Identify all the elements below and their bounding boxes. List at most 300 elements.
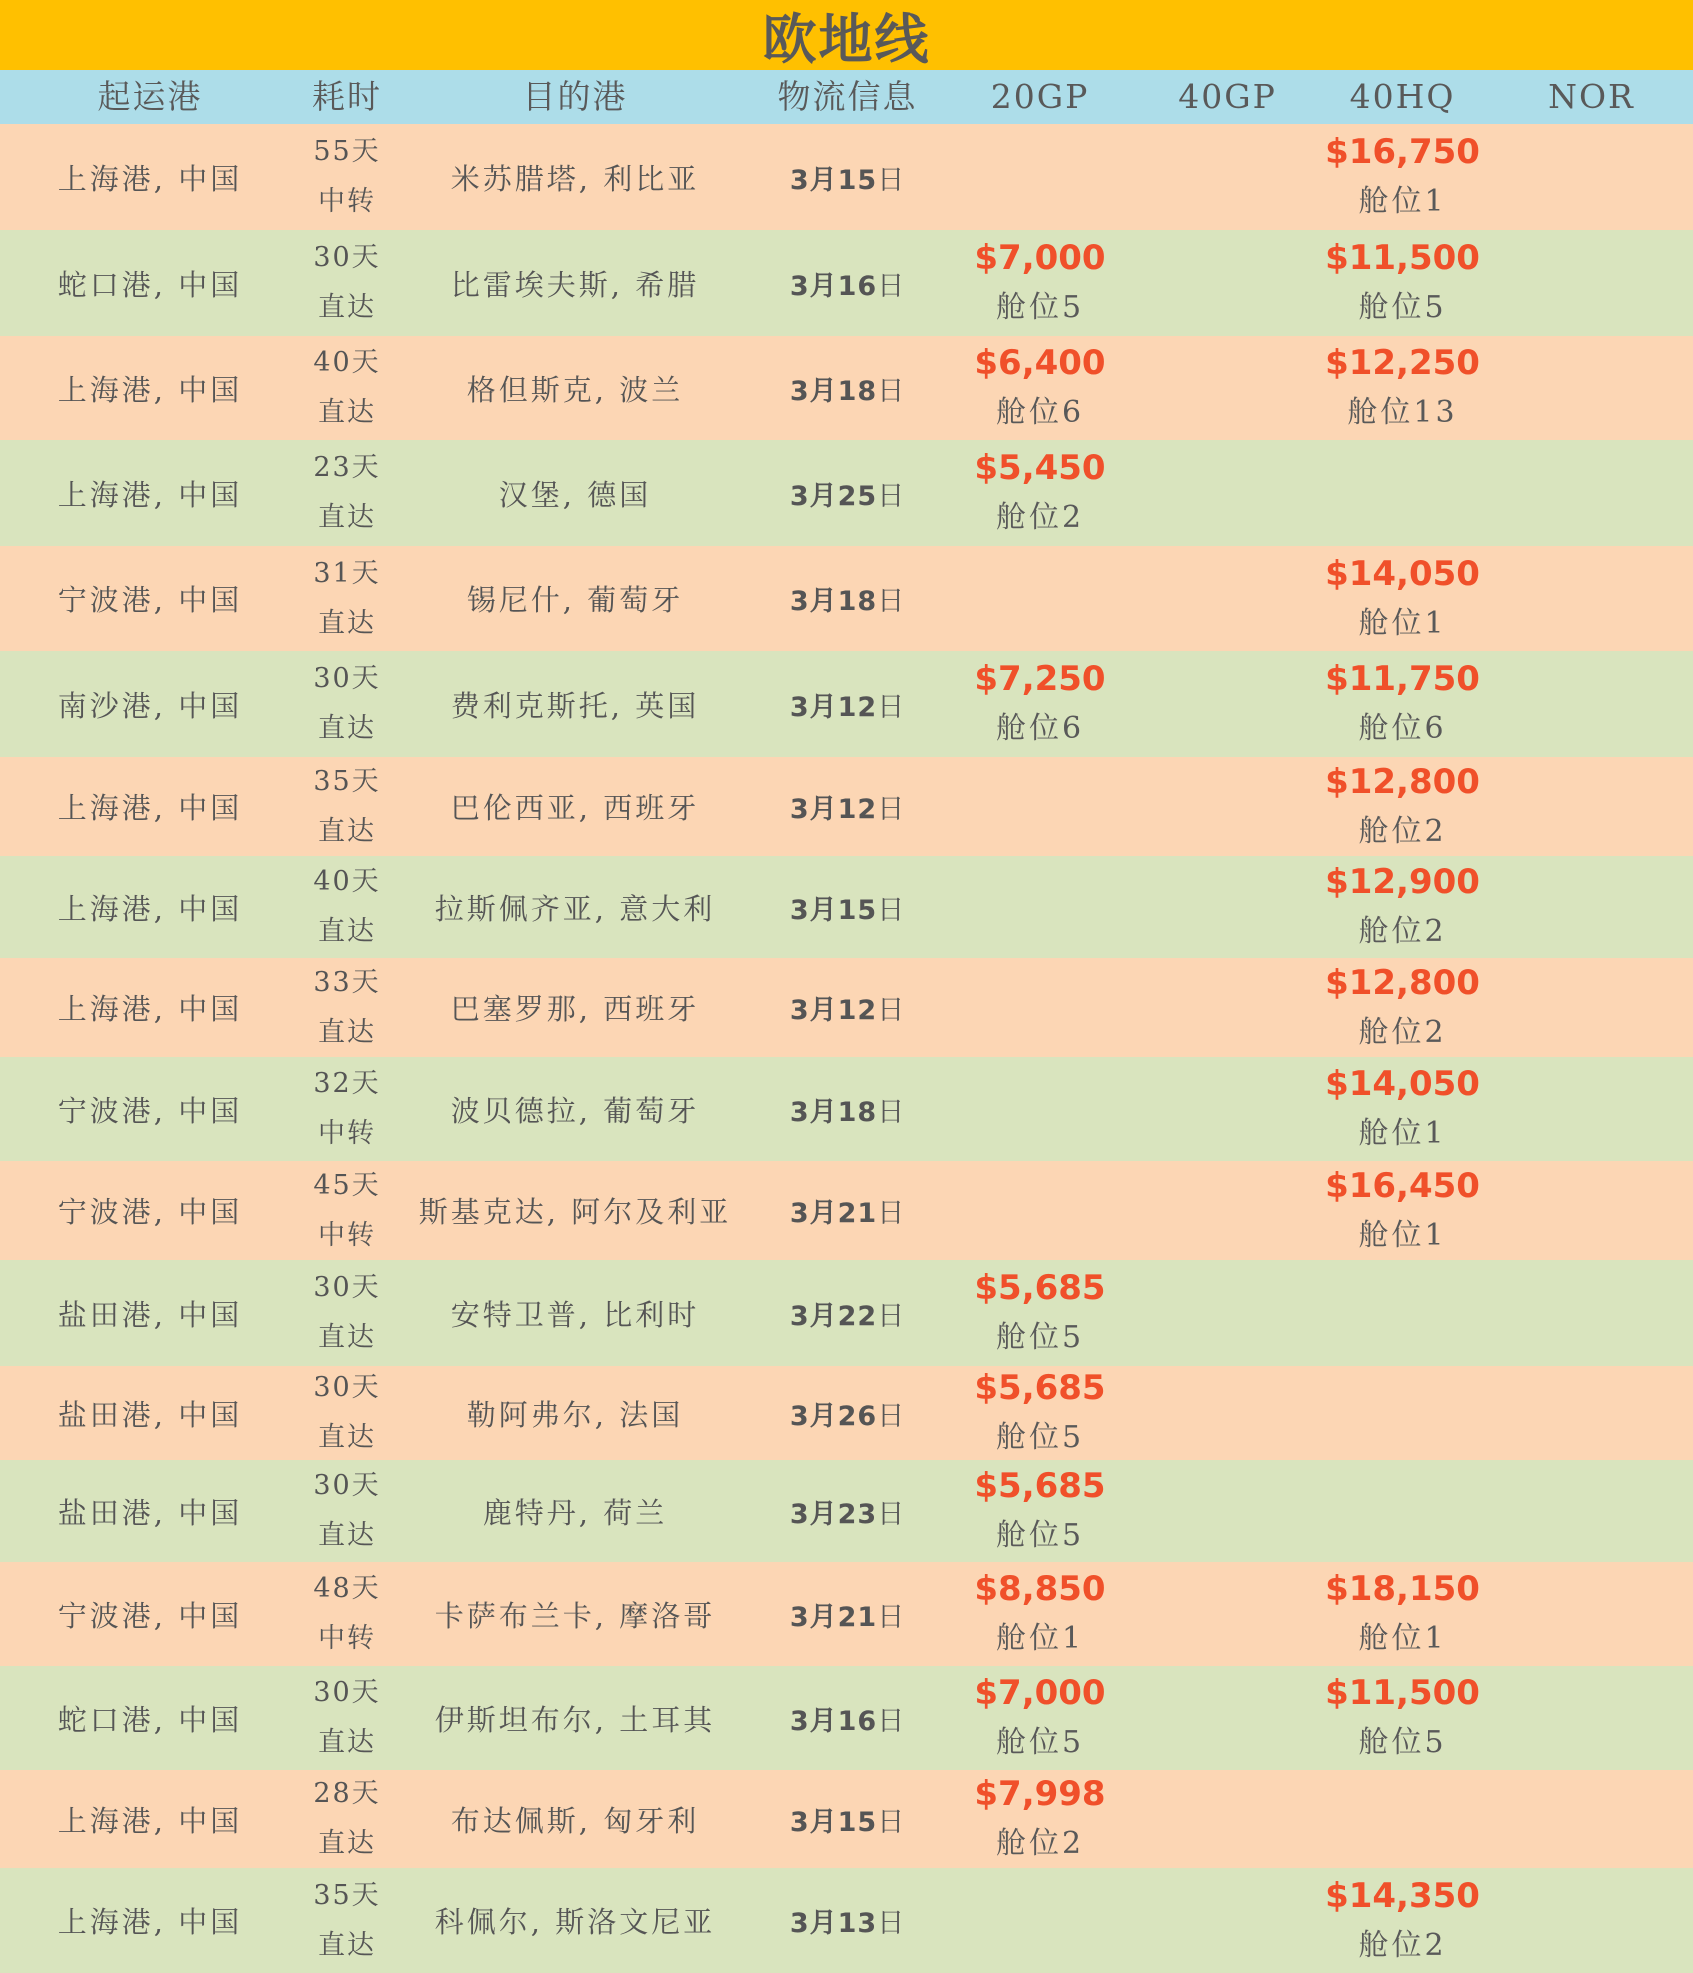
- departure-date: 3月12: [789, 691, 878, 723]
- transit-days: 30天: [313, 1470, 381, 1501]
- gp20-cell: [945, 856, 1135, 958]
- logistics-date-cell: [750, 1460, 945, 1562]
- transit-mode: 直达: [318, 916, 376, 947]
- transit-mode: 直达: [318, 502, 376, 533]
- transit-mode: 直达: [318, 1828, 376, 1859]
- hq40-slots: 舱位1: [1358, 1217, 1447, 1253]
- gp40-cell: [1135, 1868, 1320, 1973]
- transit-days: 30天: [313, 1272, 381, 1303]
- gp20-cell: [945, 651, 1135, 757]
- hq40-price: $12,800: [1325, 962, 1480, 1003]
- destination-port: 卡萨布兰卡, 摩洛哥: [434, 1598, 716, 1633]
- date-unit: 日: [877, 270, 906, 302]
- gp20-cell: [945, 336, 1135, 440]
- transit-mode: 中转: [318, 186, 376, 217]
- hq40-price: $12,900: [1325, 862, 1480, 902]
- logistics-date-cell: [750, 651, 945, 757]
- logistics-date-cell: [750, 1562, 945, 1666]
- origin-port-cell: [0, 1057, 300, 1161]
- gp40-cell: [1135, 856, 1320, 958]
- hq40-price: $11,500: [1325, 1673, 1480, 1713]
- hq40-cell: [1310, 1770, 1495, 1868]
- destination-port-cell: [400, 958, 750, 1057]
- destination-port-cell: [400, 1057, 750, 1161]
- table-row: [0, 230, 1693, 336]
- nor-cell: [1490, 757, 1693, 856]
- gp40-cell: [1135, 1366, 1320, 1460]
- gp40-cell: [1135, 958, 1320, 1057]
- origin-port: 盐田港, 中国: [57, 1397, 243, 1432]
- origin-port: 上海港, 中国: [57, 1905, 243, 1939]
- transit-days: 40天: [313, 866, 381, 897]
- header-dest: 目的港: [522, 77, 628, 116]
- transit-time-cell: [295, 1868, 399, 1973]
- sheet-title-text: 欧地线: [762, 7, 931, 71]
- nor-cell: [1490, 958, 1693, 1057]
- header-40gp: 40GP: [1178, 77, 1277, 116]
- logistics-date-cell: [750, 1057, 945, 1161]
- hq40-cell: [1310, 1562, 1495, 1666]
- nor-cell: [1490, 651, 1693, 757]
- transit-days: 48天: [313, 1573, 381, 1604]
- transit-days: 30天: [313, 242, 381, 273]
- table-row: [0, 336, 1693, 440]
- origin-port: 宁波港, 中国: [57, 1093, 243, 1128]
- departure-date: 3月13: [789, 1908, 878, 1939]
- origin-port: 宁波港, 中国: [57, 1598, 243, 1633]
- hq40-cell: [1310, 958, 1495, 1057]
- nor-cell: [1490, 856, 1693, 958]
- date-unit: 日: [877, 1908, 906, 1939]
- hq40-slots: 舱位1: [1358, 605, 1447, 641]
- hq40-price: $16,750: [1325, 132, 1480, 172]
- transit-days: 40天: [313, 347, 381, 378]
- origin-port-cell: [0, 1770, 300, 1868]
- destination-port: 安特卫普, 比利时: [450, 1297, 700, 1332]
- destination-port-cell: [400, 1666, 750, 1770]
- hq40-cell: [1310, 1460, 1495, 1562]
- gp20-slots: 舱位6: [995, 395, 1085, 430]
- departure-date: 3月16: [789, 270, 878, 302]
- hq40-slots: 舱位1: [1358, 184, 1447, 219]
- hq40-slots: 舱位1: [1358, 1116, 1447, 1151]
- hq40-price: $12,800: [1325, 761, 1480, 802]
- gp40-cell: [1135, 1666, 1320, 1770]
- departure-date: 3月25: [789, 480, 878, 512]
- header-row: [0, 70, 1693, 124]
- origin-port-cell: [0, 757, 300, 856]
- table-row: [0, 856, 1693, 958]
- transit-time-cell: [295, 1666, 399, 1770]
- transit-mode: 直达: [318, 397, 376, 428]
- origin-port-cell: [0, 440, 300, 546]
- logistics-date-cell: [750, 230, 945, 336]
- gp40-cell: [1135, 1057, 1320, 1161]
- hq40-slots: 舱位5: [1358, 290, 1447, 325]
- date-unit: 日: [877, 1601, 906, 1633]
- gp20-slots: 舱位5: [995, 290, 1085, 325]
- hq40-price: $14,050: [1325, 553, 1480, 594]
- departure-date: 3月21: [789, 1601, 878, 1633]
- logistics-date-cell: [750, 1868, 945, 1973]
- nor-cell: [1490, 1366, 1693, 1460]
- gp40-cell: [1135, 1260, 1320, 1366]
- transit-time-cell: [295, 124, 399, 230]
- hq40-slots: 舱位1: [1358, 1621, 1447, 1656]
- hq40-price: $16,450: [1325, 1165, 1480, 1206]
- origin-port-cell: [0, 958, 300, 1057]
- departure-date: 3月15: [789, 1806, 878, 1838]
- gp20-price: $5,685: [974, 1268, 1106, 1308]
- header-logistics: 物流信息: [777, 77, 918, 116]
- transit-mode: 直达: [318, 292, 376, 323]
- gp20-cell: [945, 1260, 1135, 1366]
- destination-port-cell: [400, 1562, 750, 1666]
- transit-time-cell: [295, 440, 399, 546]
- date-unit: 日: [877, 894, 906, 926]
- gp20-slots: 舱位2: [995, 500, 1085, 535]
- transit-mode: 直达: [318, 1016, 376, 1048]
- gp20-cell: [945, 757, 1135, 856]
- logistics-date-cell: [750, 1666, 945, 1770]
- table-row: [0, 546, 1693, 651]
- hq40-price: $12,250: [1325, 343, 1480, 383]
- transit-mode: 直达: [318, 1422, 376, 1453]
- table-row: [0, 124, 1693, 230]
- destination-port-cell: [400, 440, 750, 546]
- gp20-cell: [945, 1868, 1135, 1973]
- hq40-cell: [1310, 1868, 1495, 1973]
- departure-date: 3月15: [789, 164, 878, 196]
- transit-mode: 直达: [318, 1727, 376, 1758]
- gp40-cell: [1135, 440, 1320, 546]
- destination-port: 锡尼什, 葡萄牙: [466, 583, 684, 617]
- gp20-cell: [945, 230, 1135, 336]
- origin-port: 上海港, 中国: [57, 161, 243, 196]
- origin-port-cell: [0, 230, 300, 336]
- transit-days: 33天: [313, 966, 381, 998]
- transit-days: 28天: [313, 1778, 381, 1809]
- date-unit: 日: [877, 586, 906, 617]
- transit-days: 35天: [313, 765, 381, 797]
- origin-port: 宁波港, 中国: [57, 1195, 243, 1229]
- gp20-slots: 舱位6: [995, 711, 1085, 746]
- departure-date: 3月18: [789, 586, 878, 617]
- date-unit: 日: [877, 1498, 906, 1530]
- gp20-slots: 舱位5: [995, 1320, 1085, 1355]
- date-unit: 日: [877, 1705, 906, 1737]
- hq40-slots: 舱位2: [1358, 813, 1447, 849]
- gp40-cell: [1135, 336, 1320, 440]
- logistics-date-cell: [750, 440, 945, 546]
- gp40-cell: [1135, 230, 1320, 336]
- hq40-cell: [1310, 651, 1495, 757]
- origin-port: 宁波港, 中国: [57, 583, 243, 617]
- transit-mode: 直达: [318, 1520, 376, 1551]
- origin-port: 上海港, 中国: [57, 372, 243, 407]
- gp20-price: $6,400: [974, 343, 1106, 383]
- table-row: [0, 651, 1693, 757]
- gp20-cell: [945, 1161, 1135, 1260]
- origin-port-cell: [0, 1460, 300, 1562]
- destination-port-cell: [400, 1161, 750, 1260]
- destination-port: 拉斯佩齐亚, 意大利: [434, 891, 716, 926]
- transit-time-cell: [295, 1057, 399, 1161]
- date-unit: 日: [877, 691, 906, 723]
- transit-time-cell: [295, 1770, 399, 1868]
- sheet-title: [0, 0, 1693, 70]
- destination-port-cell: [400, 124, 750, 230]
- origin-port: 盐田港, 中国: [57, 1495, 243, 1530]
- departure-date: 3月18: [789, 375, 878, 407]
- gp20-price: $5,685: [974, 1466, 1106, 1506]
- destination-port: 波贝德拉, 葡萄牙: [450, 1093, 700, 1128]
- gp40-cell: [1135, 124, 1320, 230]
- date-unit: 日: [877, 1300, 906, 1332]
- gp40-cell: [1135, 546, 1320, 651]
- hq40-price: $11,500: [1325, 238, 1480, 278]
- logistics-date-cell: [750, 336, 945, 440]
- destination-port-cell: [400, 856, 750, 958]
- transit-days: 55天: [313, 136, 381, 167]
- gp20-cell: [945, 546, 1135, 651]
- gp40-cell: [1135, 1562, 1320, 1666]
- origin-port: 上海港, 中国: [57, 791, 243, 825]
- gp20-cell: [945, 1770, 1135, 1868]
- gp20-cell: [945, 1666, 1135, 1770]
- date-unit: 日: [877, 480, 906, 512]
- table-row: [0, 1868, 1693, 1973]
- origin-port: 上海港, 中国: [57, 1803, 243, 1838]
- origin-port: 上海港, 中国: [57, 891, 243, 926]
- origin-port-cell: [0, 1666, 300, 1770]
- destination-port: 费利克斯托, 英国: [450, 688, 700, 723]
- logistics-date-cell: [750, 1770, 945, 1868]
- date-unit: 日: [877, 164, 906, 196]
- destination-port-cell: [400, 1460, 750, 1562]
- gp40-cell: [1135, 1460, 1320, 1562]
- origin-port-cell: [0, 1366, 300, 1460]
- logistics-date-cell: [750, 1260, 945, 1366]
- gp20-slots: 舱位5: [995, 1420, 1085, 1455]
- transit-days: 35天: [313, 1879, 381, 1911]
- departure-date: 3月15: [789, 894, 878, 926]
- gp20-price: $7,000: [974, 1673, 1106, 1713]
- gp20-slots: 舱位1: [995, 1621, 1085, 1656]
- hq40-cell: [1310, 1161, 1495, 1260]
- hq40-price: $14,050: [1325, 1064, 1480, 1104]
- date-unit: 日: [877, 794, 906, 825]
- gp20-price: $5,685: [974, 1368, 1106, 1408]
- gp20-cell: [945, 124, 1135, 230]
- transit-days: 30天: [313, 663, 381, 694]
- gp20-cell: [945, 440, 1135, 546]
- origin-port: 上海港, 中国: [57, 992, 243, 1026]
- transit-mode: 中转: [318, 1623, 376, 1654]
- origin-port: 上海港, 中国: [57, 477, 243, 512]
- date-unit: 日: [877, 1400, 906, 1432]
- table-row: [0, 1770, 1693, 1868]
- nor-cell: [1490, 230, 1693, 336]
- transit-time-cell: [295, 1562, 399, 1666]
- header-time: 耗时: [312, 77, 382, 116]
- origin-port-cell: [0, 1260, 300, 1366]
- transit-time-cell: [295, 336, 399, 440]
- transit-time-cell: [295, 651, 399, 757]
- transit-mode: 直达: [318, 1322, 376, 1353]
- destination-port: 汉堡, 德国: [498, 477, 652, 512]
- destination-port: 勒阿弗尔, 法国: [466, 1397, 684, 1432]
- hq40-cell: [1310, 440, 1495, 546]
- gp20-price: $7,998: [974, 1774, 1106, 1814]
- destination-port: 布达佩斯, 匈牙利: [450, 1803, 700, 1838]
- gp20-price: $7,000: [974, 238, 1106, 278]
- nor-cell: [1490, 1562, 1693, 1666]
- gp20-cell: [945, 1562, 1135, 1666]
- table-row: [0, 1057, 1693, 1161]
- transit-mode: 直达: [318, 1929, 376, 1961]
- destination-port-cell: [400, 651, 750, 757]
- nor-cell: [1490, 336, 1693, 440]
- origin-port-cell: [0, 124, 300, 230]
- hq40-cell: [1310, 230, 1495, 336]
- origin-port-cell: [0, 856, 300, 958]
- transit-mode: 直达: [318, 607, 376, 639]
- origin-port: 盐田港, 中国: [57, 1297, 243, 1332]
- hq40-price: $14,350: [1325, 1875, 1480, 1916]
- gp20-price: $7,250: [974, 659, 1106, 699]
- transit-time-cell: [295, 1260, 399, 1366]
- origin-port-cell: [0, 651, 300, 757]
- destination-port-cell: [400, 336, 750, 440]
- destination-port: 伊斯坦布尔, 土耳其: [434, 1702, 716, 1737]
- origin-port: 蛇口港, 中国: [57, 267, 243, 302]
- hq40-cell: [1310, 757, 1495, 856]
- hq40-cell: [1310, 1366, 1495, 1460]
- header-nor: NOR: [1548, 77, 1635, 116]
- logistics-date-cell: [750, 124, 945, 230]
- gp20-cell: [945, 1460, 1135, 1562]
- destination-port-cell: [400, 230, 750, 336]
- transit-days: 31天: [313, 557, 381, 589]
- logistics-date-cell: [750, 757, 945, 856]
- origin-port-cell: [0, 546, 300, 651]
- departure-date: 3月12: [789, 995, 878, 1026]
- departure-date: 3月12: [789, 794, 878, 825]
- destination-port-cell: [400, 1770, 750, 1868]
- destination-port: 比雷埃夫斯, 希腊: [450, 267, 700, 302]
- departure-date: 3月18: [789, 1096, 878, 1128]
- hq40-cell: [1310, 336, 1495, 440]
- destination-port: 巴伦西亚, 西班牙: [450, 791, 700, 825]
- transit-days: 23天: [313, 452, 381, 483]
- transit-time-cell: [295, 1460, 399, 1562]
- hq40-slots: 舱位2: [1358, 1927, 1447, 1963]
- transit-days: 30天: [313, 1677, 381, 1708]
- transit-time-cell: [295, 1161, 399, 1260]
- transit-mode: 直达: [318, 815, 376, 847]
- transit-mode: 直达: [318, 713, 376, 744]
- destination-port-cell: [400, 1366, 750, 1460]
- hq40-price: $11,750: [1325, 659, 1480, 699]
- logistics-date-cell: [750, 856, 945, 958]
- transit-time-cell: [295, 1366, 399, 1460]
- gp20-cell: [945, 1366, 1135, 1460]
- table-row: [0, 757, 1693, 856]
- table-row: [0, 440, 1693, 546]
- hq40-cell: [1310, 1260, 1495, 1366]
- date-unit: 日: [877, 1096, 906, 1128]
- gp20-price: $5,450: [974, 448, 1106, 488]
- transit-time-cell: [295, 856, 399, 958]
- transit-time-cell: [295, 757, 399, 856]
- gp20-slots: 舱位5: [995, 1725, 1085, 1760]
- origin-port: 南沙港, 中国: [57, 688, 243, 723]
- transit-days: 32天: [313, 1068, 381, 1099]
- table-row: [0, 1366, 1693, 1460]
- hq40-slots: 舱位2: [1358, 914, 1447, 949]
- table-row: [0, 1260, 1693, 1366]
- table-row: [0, 1562, 1693, 1666]
- destination-port: 米苏腊塔, 利比亚: [450, 161, 700, 196]
- date-unit: 日: [877, 1806, 906, 1838]
- destination-port-cell: [400, 1868, 750, 1973]
- table-row: [0, 1460, 1693, 1562]
- origin-port-cell: [0, 1161, 300, 1260]
- destination-port: 斯基克达, 阿尔及利亚: [418, 1195, 732, 1229]
- logistics-date-cell: [750, 958, 945, 1057]
- logistics-date-cell: [750, 546, 945, 651]
- gp40-cell: [1135, 651, 1320, 757]
- hq40-cell: [1310, 1666, 1495, 1770]
- destination-port-cell: [400, 757, 750, 856]
- hq40-slots: 舱位6: [1358, 711, 1447, 746]
- transit-days: 45天: [313, 1169, 381, 1201]
- nor-cell: [1490, 1260, 1693, 1366]
- departure-date: 3月16: [789, 1705, 878, 1737]
- destination-port: 科佩尔, 斯洛文尼亚: [434, 1905, 716, 1939]
- hq40-cell: [1310, 546, 1495, 651]
- destination-port: 鹿特丹, 荷兰: [482, 1495, 668, 1530]
- transit-time-cell: [295, 958, 399, 1057]
- hq40-slots: 舱位5: [1358, 1725, 1447, 1760]
- date-unit: 日: [877, 995, 906, 1026]
- nor-cell: [1490, 1666, 1693, 1770]
- nor-cell: [1490, 124, 1693, 230]
- gp20-slots: 舱位2: [995, 1826, 1085, 1861]
- hq40-slots: 舱位13: [1347, 395, 1458, 430]
- header-origin: 起运港: [97, 77, 203, 116]
- gp40-cell: [1135, 757, 1320, 856]
- transit-mode: 中转: [318, 1219, 376, 1251]
- hq40-cell: [1310, 124, 1495, 230]
- logistics-date-cell: [750, 1366, 945, 1460]
- date-unit: 日: [877, 1198, 906, 1229]
- nor-cell: [1490, 1460, 1693, 1562]
- hq40-price: $18,150: [1325, 1569, 1480, 1609]
- gp40-cell: [1135, 1770, 1320, 1868]
- nor-cell: [1490, 440, 1693, 546]
- departure-date: 3月21: [789, 1198, 878, 1229]
- transit-mode: 中转: [318, 1118, 376, 1149]
- destination-port: 格但斯克, 波兰: [466, 372, 684, 407]
- destination-port-cell: [400, 1260, 750, 1366]
- departure-date: 3月26: [789, 1400, 878, 1432]
- nor-cell: [1490, 1057, 1693, 1161]
- nor-cell: [1490, 1770, 1693, 1868]
- table-row: [0, 1161, 1693, 1260]
- origin-port-cell: [0, 336, 300, 440]
